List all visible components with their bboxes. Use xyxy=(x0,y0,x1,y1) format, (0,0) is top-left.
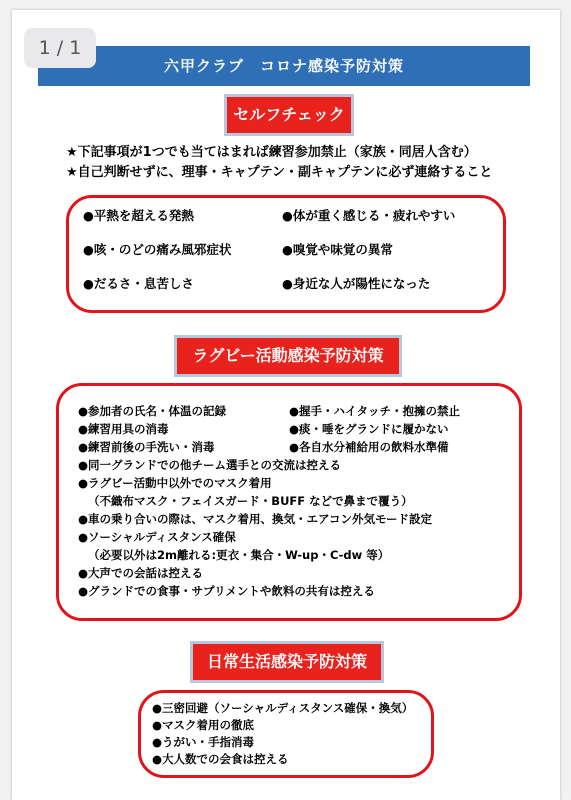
page-title-banner: 六甲クラブ コロナ感染予防対策 xyxy=(38,46,530,86)
rugby-item: ●大声での会話は控える xyxy=(78,566,204,580)
rugby-item: ●グランドでの食事・サプリメントや飲料の共有は控える xyxy=(78,584,375,598)
rugby-item: ●練習用具の消毒 xyxy=(78,422,169,436)
daily-item: ●うがい・手指消毒 xyxy=(152,735,255,749)
notice-line-1: ★下記事項が1つでも当てはまれば練習参加禁止（家族・同居人含む） xyxy=(66,145,477,160)
rugby-item: （不織布マスク・フェイスガード・BUFF などで鼻まで覆う） xyxy=(88,494,413,508)
daily-title: 日常生活感染予防対策 xyxy=(190,641,384,683)
rugby-item: ●参加者の氏名・体温の記録 xyxy=(78,404,227,418)
rugby-item: ●ラグビー活動中以外でのマスク着用 xyxy=(78,476,272,490)
daily-item: ●大人数での会食は控える xyxy=(152,752,289,766)
rugby-item: ●痰・唾をグランドに履かない xyxy=(289,422,449,436)
self-check-title: セルフチェック xyxy=(224,94,354,136)
self-check-item: ●身近な人が陽性になった xyxy=(282,276,431,291)
rugby-item: ●練習前後の手洗い・消毒 xyxy=(78,440,215,454)
rugby-item: （必要以外は2m離れる:更衣・集合・W-up・C-dw 等） xyxy=(88,548,390,562)
notice-line-2: ★自己判断せずに、理事・キャプテン・副キャプテンに必ず連絡すること xyxy=(66,165,493,180)
rugby-title: ラグビー活動感染予防対策 xyxy=(174,335,402,377)
page-indicator: 1 / 1 xyxy=(24,28,96,68)
rugby-item: ●握手・ハイタッチ・抱擁の禁止 xyxy=(289,404,461,418)
self-check-item: ●だるさ・息苦しさ xyxy=(83,276,194,291)
rugby-item: ●ソーシャルディスタンス確保 xyxy=(78,530,236,544)
self-check-item: ●咳・のどの痛み風邪症状 xyxy=(83,242,232,257)
rugby-item: ●車の乗り合いの際は、マスク着用、換気・エアコン外気モード設定 xyxy=(78,512,432,526)
rugby-item: ●同一グランドでの他チーム選手との交流は控える xyxy=(78,458,342,472)
self-check-item: ●嗅覚や味覚の異常 xyxy=(282,242,393,257)
self-check-item: ●平熱を超える発熱 xyxy=(83,208,194,223)
self-check-item: ●体が重く感じる・疲れやすい xyxy=(282,208,456,223)
daily-item: ●三密回避（ソーシャルディスタンス確保・換気） xyxy=(152,701,414,715)
rugby-item: ●各自水分補給用の飲料水準備 xyxy=(289,440,449,454)
daily-item: ●マスク着用の徹底 xyxy=(152,718,255,732)
